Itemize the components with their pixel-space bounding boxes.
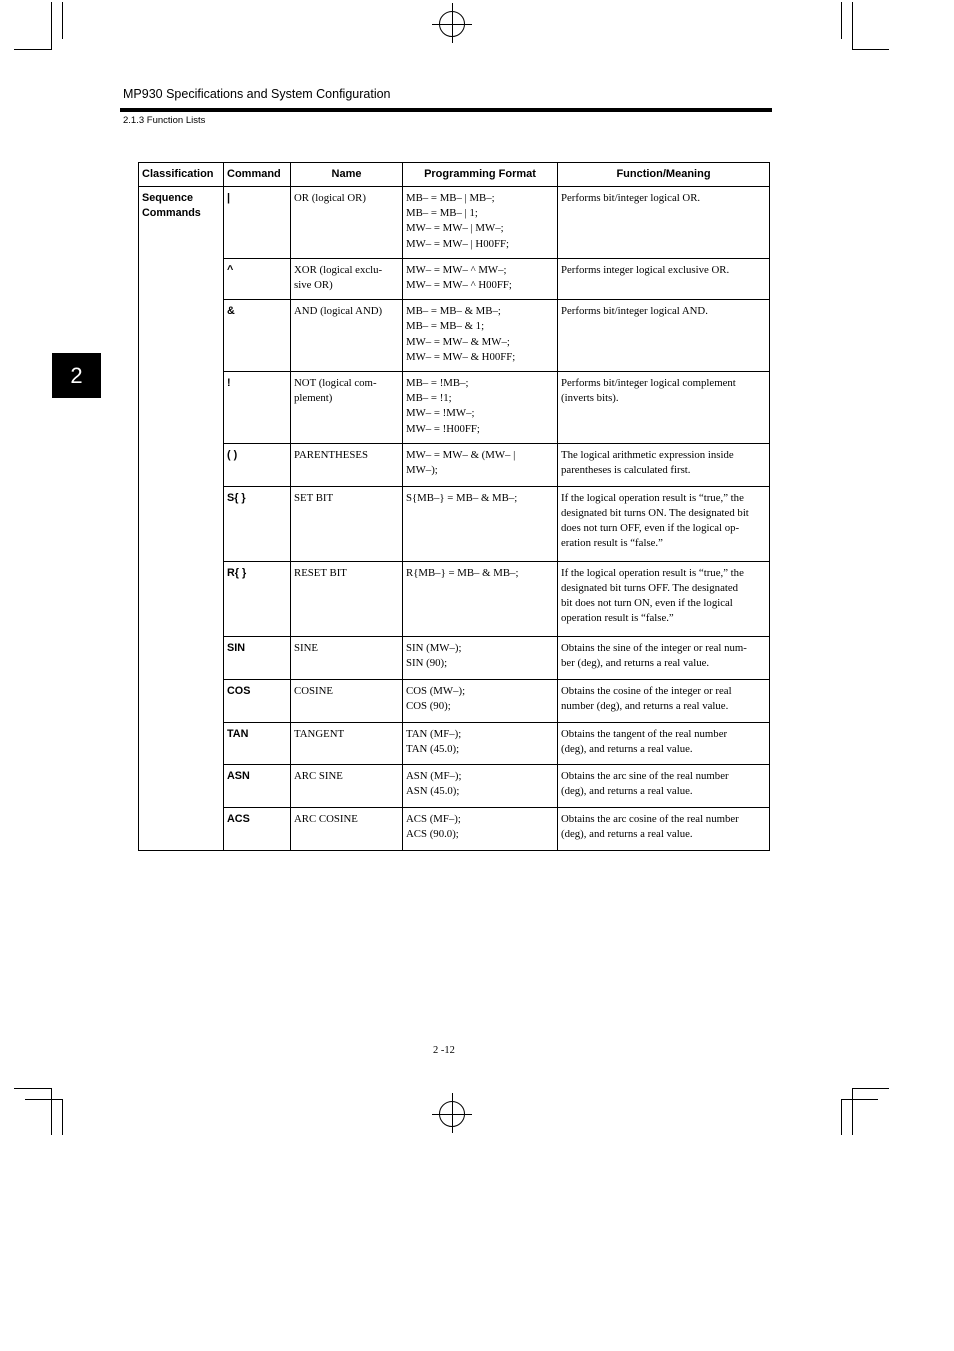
section-label: 2.1.3 Function Lists (123, 115, 206, 126)
function-cell: Obtains the tangent of the real number (deg), and returns a real value. (558, 722, 770, 764)
name-cell: RESET BIT (291, 561, 403, 636)
command-cell: ( ) (224, 443, 291, 486)
function-cell: Performs bit/integer logical AND. (558, 300, 770, 372)
format-cell: MB– = !MB–; MB– = !1; MW– = !MW–; MW– = !H00FF; (403, 372, 558, 444)
name-cell: COSINE (291, 679, 403, 722)
command-cell: ACS (224, 807, 291, 850)
column-header-classification: Classification (139, 163, 224, 187)
table-row (139, 764, 770, 807)
format-cell: COS (MW–); COS (90); (403, 679, 558, 722)
page-header-title: MP930 Specifications and System Configuration (123, 87, 391, 101)
format-cell: MB– = MB– & MB–; MB– = MB– & 1; MW– = MW– & MW–; MW– = MW– & H00FF; (403, 300, 558, 372)
command-cell: & (224, 300, 291, 372)
function-cell: Obtains the arc sine of the real number (deg), and returns a real value. (558, 764, 770, 807)
function-list-table (138, 162, 770, 851)
table-row (139, 187, 770, 259)
page-number: 2 -12 (433, 1045, 455, 1056)
command-cell: ASN (224, 764, 291, 807)
name-cell: SINE (291, 636, 403, 679)
column-header-command: Command (224, 163, 291, 187)
name-cell: XOR (logical exclu- sive OR) (291, 258, 403, 299)
function-cell: If the logical operation result is “true,” the designated bit turns OFF. The designated bit does not turn ON, even if the logical operation result is “false.” (558, 561, 770, 636)
name-cell: PARENTHESES (291, 443, 403, 486)
name-cell: NOT (logical com- plement) (291, 372, 403, 444)
command-cell: S{ } (224, 486, 291, 561)
function-cell: Obtains the cosine of the integer or real number (deg), and returns a real value. (558, 679, 770, 722)
command-cell: R{ } (224, 561, 291, 636)
format-cell: R{MB–} = MB– & MB–; (403, 561, 558, 636)
format-cell: ACS (MF–); ACS (90.0); (403, 807, 558, 850)
format-cell: ASN (MF–); ASN (45.0); (403, 764, 558, 807)
format-cell: SIN (MW–); SIN (90); (403, 636, 558, 679)
column-header-programming-format: Programming Format (403, 163, 558, 187)
header-rule (120, 108, 772, 112)
format-cell: TAN (MF–); TAN (45.0); (403, 722, 558, 764)
function-cell: The logical arithmetic expression inside parentheses is calculated first. (558, 443, 770, 486)
classification-cell: Sequence Commands (139, 187, 224, 851)
table-row (139, 561, 770, 636)
format-cell: MB– = MB– | MB–; MB– = MB– | 1; MW– = MW– | MW–; MW– = MW– | H00FF; (403, 187, 558, 259)
chapter-tab: 2 (52, 353, 101, 398)
table-row (139, 807, 770, 850)
table-row (139, 486, 770, 561)
name-cell: AND (logical AND) (291, 300, 403, 372)
command-cell: ^ (224, 258, 291, 299)
function-cell: Performs bit/integer logical OR. (558, 187, 770, 259)
command-cell: | (224, 187, 291, 259)
table-row (139, 258, 770, 299)
table-header-row (139, 163, 770, 187)
table-row (139, 300, 770, 372)
command-cell: ! (224, 372, 291, 444)
table-row (139, 636, 770, 679)
function-cell: If the logical operation result is “true,” the designated bit turns ON. The designated bit does not turn OFF, even if the logical op- eration result is “false.” (558, 486, 770, 561)
function-cell: Obtains the sine of the integer or real num- ber (deg), and returns a real value. (558, 636, 770, 679)
name-cell: ARC COSINE (291, 807, 403, 850)
name-cell: ARC SINE (291, 764, 403, 807)
format-cell: MW– = MW– ^ MW–; MW– = MW– ^ H00FF; (403, 258, 558, 299)
column-header-name: Name (291, 163, 403, 187)
function-cell: Obtains the arc cosine of the real number (deg), and returns a real value. (558, 807, 770, 850)
command-cell: COS (224, 679, 291, 722)
column-header-function-meaning: Function/Meaning (558, 163, 770, 187)
table-row (139, 722, 770, 764)
name-cell: SET BIT (291, 486, 403, 561)
name-cell: OR (logical OR) (291, 187, 403, 259)
format-cell: MW– = MW– & (MW– | MW–); (403, 443, 558, 486)
function-cell: Performs integer logical exclusive OR. (558, 258, 770, 299)
format-cell: S{MB–} = MB– & MB–; (403, 486, 558, 561)
table-row (139, 679, 770, 722)
table-row (139, 372, 770, 444)
command-cell: TAN (224, 722, 291, 764)
table-row (139, 443, 770, 486)
name-cell: TANGENT (291, 722, 403, 764)
command-cell: SIN (224, 636, 291, 679)
function-cell: Performs bit/integer logical complement (inverts bits). (558, 372, 770, 444)
